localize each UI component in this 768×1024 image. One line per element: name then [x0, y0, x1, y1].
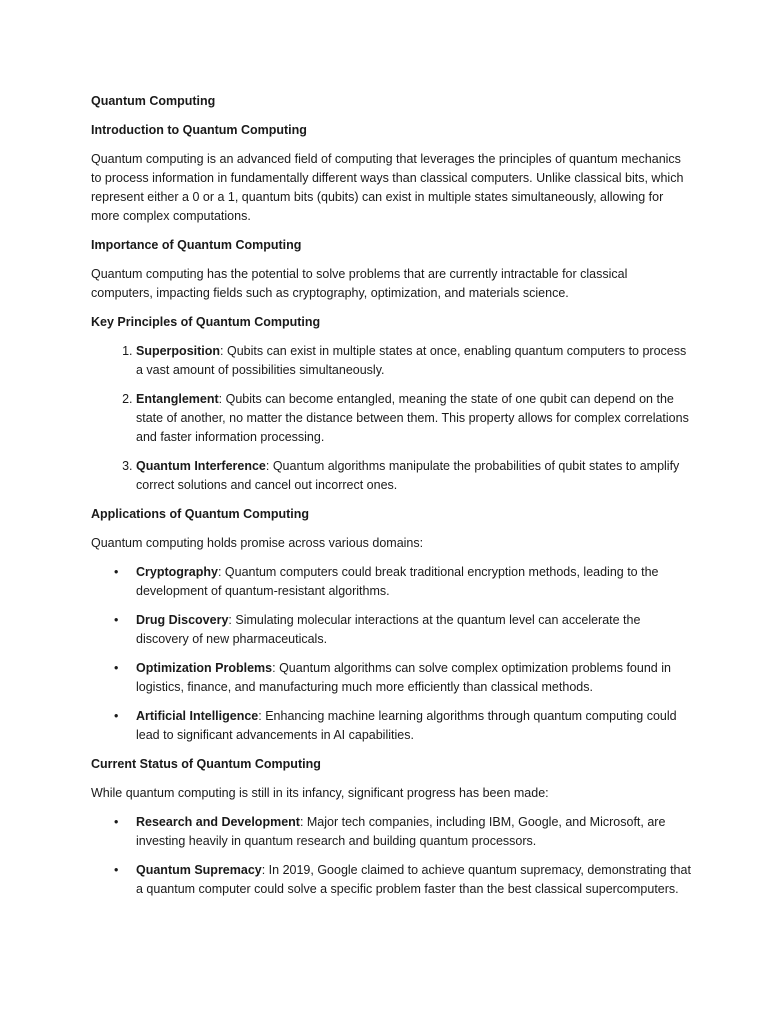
applications-heading: Applications of Quantum Computing: [91, 507, 310, 521]
application-text: : Quantum computers could break traditional encryption methods, leading to the development of quantum-resistant algorithms.: [136, 565, 659, 598]
bullet-icon: •: [114, 815, 119, 829]
status-text: : Major tech companies, including IBM, Google, and Microsoft, are investing heavily in quantum research and building quantum processors.: [136, 815, 666, 848]
bullet-icon: •: [114, 565, 119, 579]
applications-list: [91, 563, 691, 745]
bullet-icon: •: [114, 613, 119, 627]
application-text: : Simulating molecular interactions at the quantum level can accelerate the discovery of new pharmaceuticals.: [136, 613, 641, 646]
intro-paragraph: Quantum computing is an advanced field of computing that leverages the principles of quantum mechanics to process information in fundamentally different ways than classical computers. Unlike classical bits, which represent either a 0 or a 1, quantum bits (qubits) can exist in multiple states simultaneously, allowing for more complex computations.: [91, 152, 684, 223]
bullet-icon: •: [114, 863, 119, 877]
status-item: [114, 813, 691, 851]
status-term: Research and Development: [136, 815, 300, 829]
application-item: [114, 611, 691, 649]
principle-item: [136, 457, 691, 495]
application-term: Artificial Intelligence: [136, 709, 259, 723]
application-term: Optimization Problems: [136, 661, 273, 675]
principle-item: [136, 390, 691, 447]
status-intro: While quantum computing is still in its infancy, significant progress has been made:: [91, 786, 549, 800]
status-list: [91, 813, 691, 899]
importance-heading: Importance of Quantum Computing: [91, 238, 302, 252]
application-item: [114, 707, 691, 745]
application-text: : Quantum algorithms can solve complex optimization problems found in logistics, finance, and manufacturing much more efficiently than classical methods.: [136, 661, 671, 694]
principle-text: : Qubits can exist in multiple states at once, enabling quantum computers to process a vast amount of possibilities simultaneously.: [136, 344, 687, 377]
application-term: Drug Discovery: [136, 613, 229, 627]
principle-term: Quantum Interference: [136, 459, 266, 473]
importance-paragraph: Quantum computing has the potential to solve problems that are currently intractable for classical computers, impacting fields such as cryptography, optimization, and materials science.: [91, 267, 628, 300]
principle-item: [136, 342, 691, 380]
document-page: [91, 92, 691, 909]
application-item: [114, 659, 691, 697]
bullet-icon: •: [114, 709, 119, 723]
principle-text: : Quantum algorithms manipulate the probabilities of qubit states to amplify correct solutions and cancel out incorrect ones.: [136, 459, 680, 492]
principles-heading: Key Principles of Quantum Computing: [91, 315, 321, 329]
bullet-icon: •: [114, 661, 119, 675]
status-item: [114, 861, 691, 899]
principle-term: Entanglement: [136, 392, 219, 406]
application-item: [114, 563, 691, 601]
document-title: Quantum Computing: [91, 94, 216, 108]
principle-term: Superposition: [136, 344, 221, 358]
application-term: Cryptography: [136, 565, 218, 579]
application-text: : Enhancing machine learning algorithms through quantum computing could lead to significant advancements in AI capabilities.: [136, 709, 677, 742]
principle-text: : Qubits can become entangled, meaning the state of one qubit can depend on the state of another, no matter the distance between them. This property allows for complex correlations and faster information processing.: [136, 392, 689, 444]
status-text: : In 2019, Google claimed to achieve quantum supremacy, demonstrating that a quantum computer could solve a specific problem faster than the best classical supercomputers.: [136, 863, 691, 896]
status-heading: Current Status of Quantum Computing: [91, 757, 321, 771]
principles-list: [91, 342, 691, 495]
applications-intro: Quantum computing holds promise across various domains:: [91, 536, 424, 550]
intro-heading: Introduction to Quantum Computing: [91, 123, 307, 137]
status-term: Quantum Supremacy: [136, 863, 262, 877]
